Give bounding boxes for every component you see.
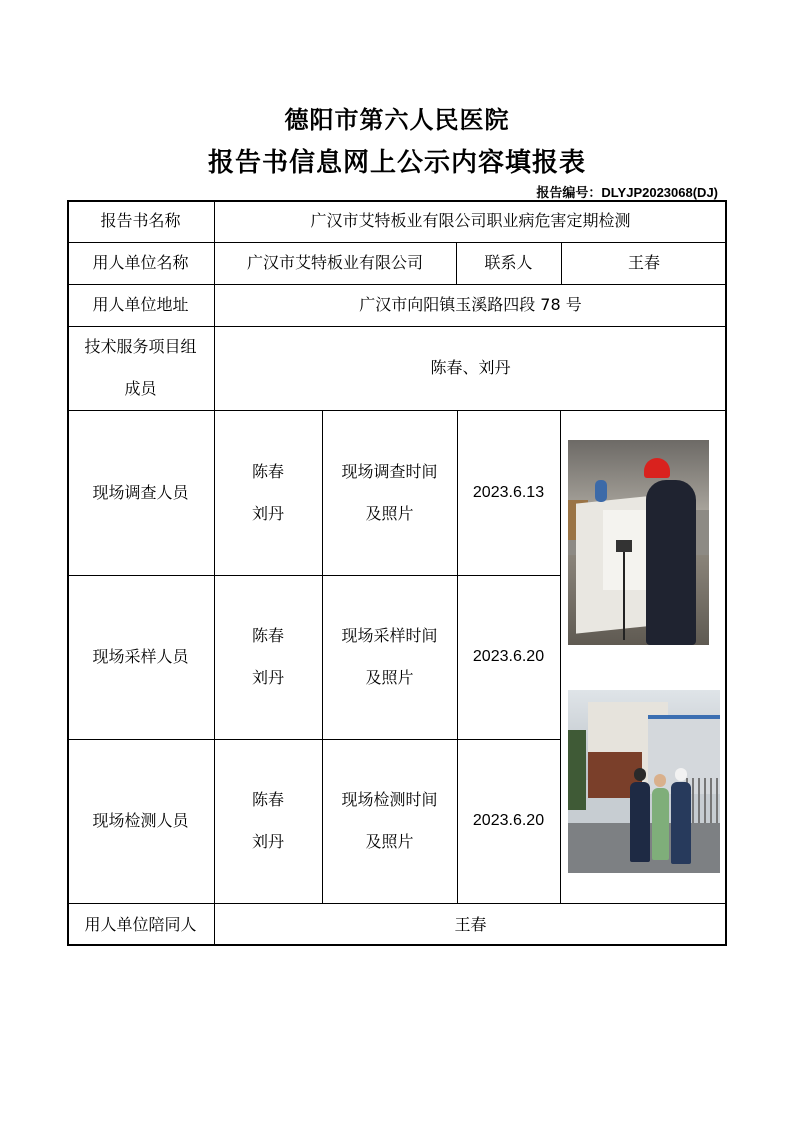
sampling-staff-names (214, 575, 322, 739)
sampling-person-2: 刘丹 (251, 668, 284, 687)
survey-person-2: 刘丹 (251, 503, 284, 523)
sampling-date: 2023.6.20 (472, 648, 545, 666)
team-label (67, 326, 214, 410)
team-value: 陈春、刘丹 (430, 358, 511, 378)
photo-instrument (616, 540, 632, 552)
companion-value: 王春 (454, 914, 487, 934)
photo-person-3-helmet (675, 768, 687, 781)
survey-staff-names (214, 410, 322, 575)
column-divider (560, 410, 561, 903)
companion-label: 用人单位陪同人 (84, 914, 197, 934)
photo-person-1 (630, 782, 650, 862)
sampling-person-1: 陈春 (251, 626, 284, 646)
testing-time-label (322, 739, 457, 903)
survey-time-label-line1: 现场调查时间 (341, 461, 438, 481)
report-name-label: 报告书名称 (100, 211, 181, 231)
address-value: 广汉市向阳镇玉溪路四段 78 号 (359, 295, 582, 315)
photo-inspector (646, 480, 696, 645)
sampling-time-label-line2: 及照片 (365, 668, 414, 687)
photo-tree (568, 730, 586, 810)
site-survey-photo (568, 440, 709, 645)
team-label-line2: 成员 (124, 379, 157, 398)
photo-worker (595, 480, 607, 502)
photo-person-2 (652, 788, 669, 860)
site-group-photo (568, 690, 720, 873)
contact-value: 王春 (627, 253, 660, 273)
team-label-line1: 技术服务项目组 (84, 337, 197, 357)
report-name-value: 广汉市艾特板业有限公司职业病危害定期检测 (310, 211, 631, 231)
survey-time-label-line2: 及照片 (365, 503, 414, 523)
testing-staff-label: 现场检测人员 (92, 811, 189, 831)
survey-person-1: 陈春 (251, 461, 284, 481)
employer-label: 用人单位名称 (92, 253, 189, 273)
testing-person-2: 刘丹 (251, 832, 284, 851)
report-number (536, 182, 718, 201)
form-title: 报告书信息网上公示内容填报表 (207, 148, 586, 178)
report-number-label: 报告编号： (536, 186, 602, 201)
contact-label: 联系人 (484, 253, 533, 273)
sampling-staff-label: 现场采样人员 (92, 647, 189, 667)
testing-person-1: 陈春 (251, 790, 284, 810)
sampling-time-label (322, 575, 457, 739)
photo-person-2-head (654, 774, 666, 787)
survey-staff-label: 现场调查人员 (92, 482, 189, 502)
sampling-time-label-line1: 现场采样时间 (341, 626, 438, 646)
photo-red-helmet (644, 458, 670, 478)
employer-value: 广汉市艾特板业有限公司 (246, 253, 423, 273)
survey-date: 2023.6.13 (472, 483, 545, 501)
address-label: 用人单位地址 (92, 295, 189, 315)
survey-time-label (322, 410, 457, 575)
hospital-name: 德阳市第六人民医院 (284, 106, 510, 134)
photo-person-1-head (634, 768, 646, 781)
testing-time-label-line2: 及照片 (365, 832, 414, 851)
testing-staff-names (214, 739, 322, 903)
photo-tripod (623, 550, 625, 640)
report-number-value: DLYJP2023068(DJ) (601, 185, 718, 200)
testing-time-label-line1: 现场检测时间 (341, 790, 438, 810)
photo-person-3 (671, 782, 691, 864)
testing-date: 2023.6.20 (472, 812, 545, 830)
